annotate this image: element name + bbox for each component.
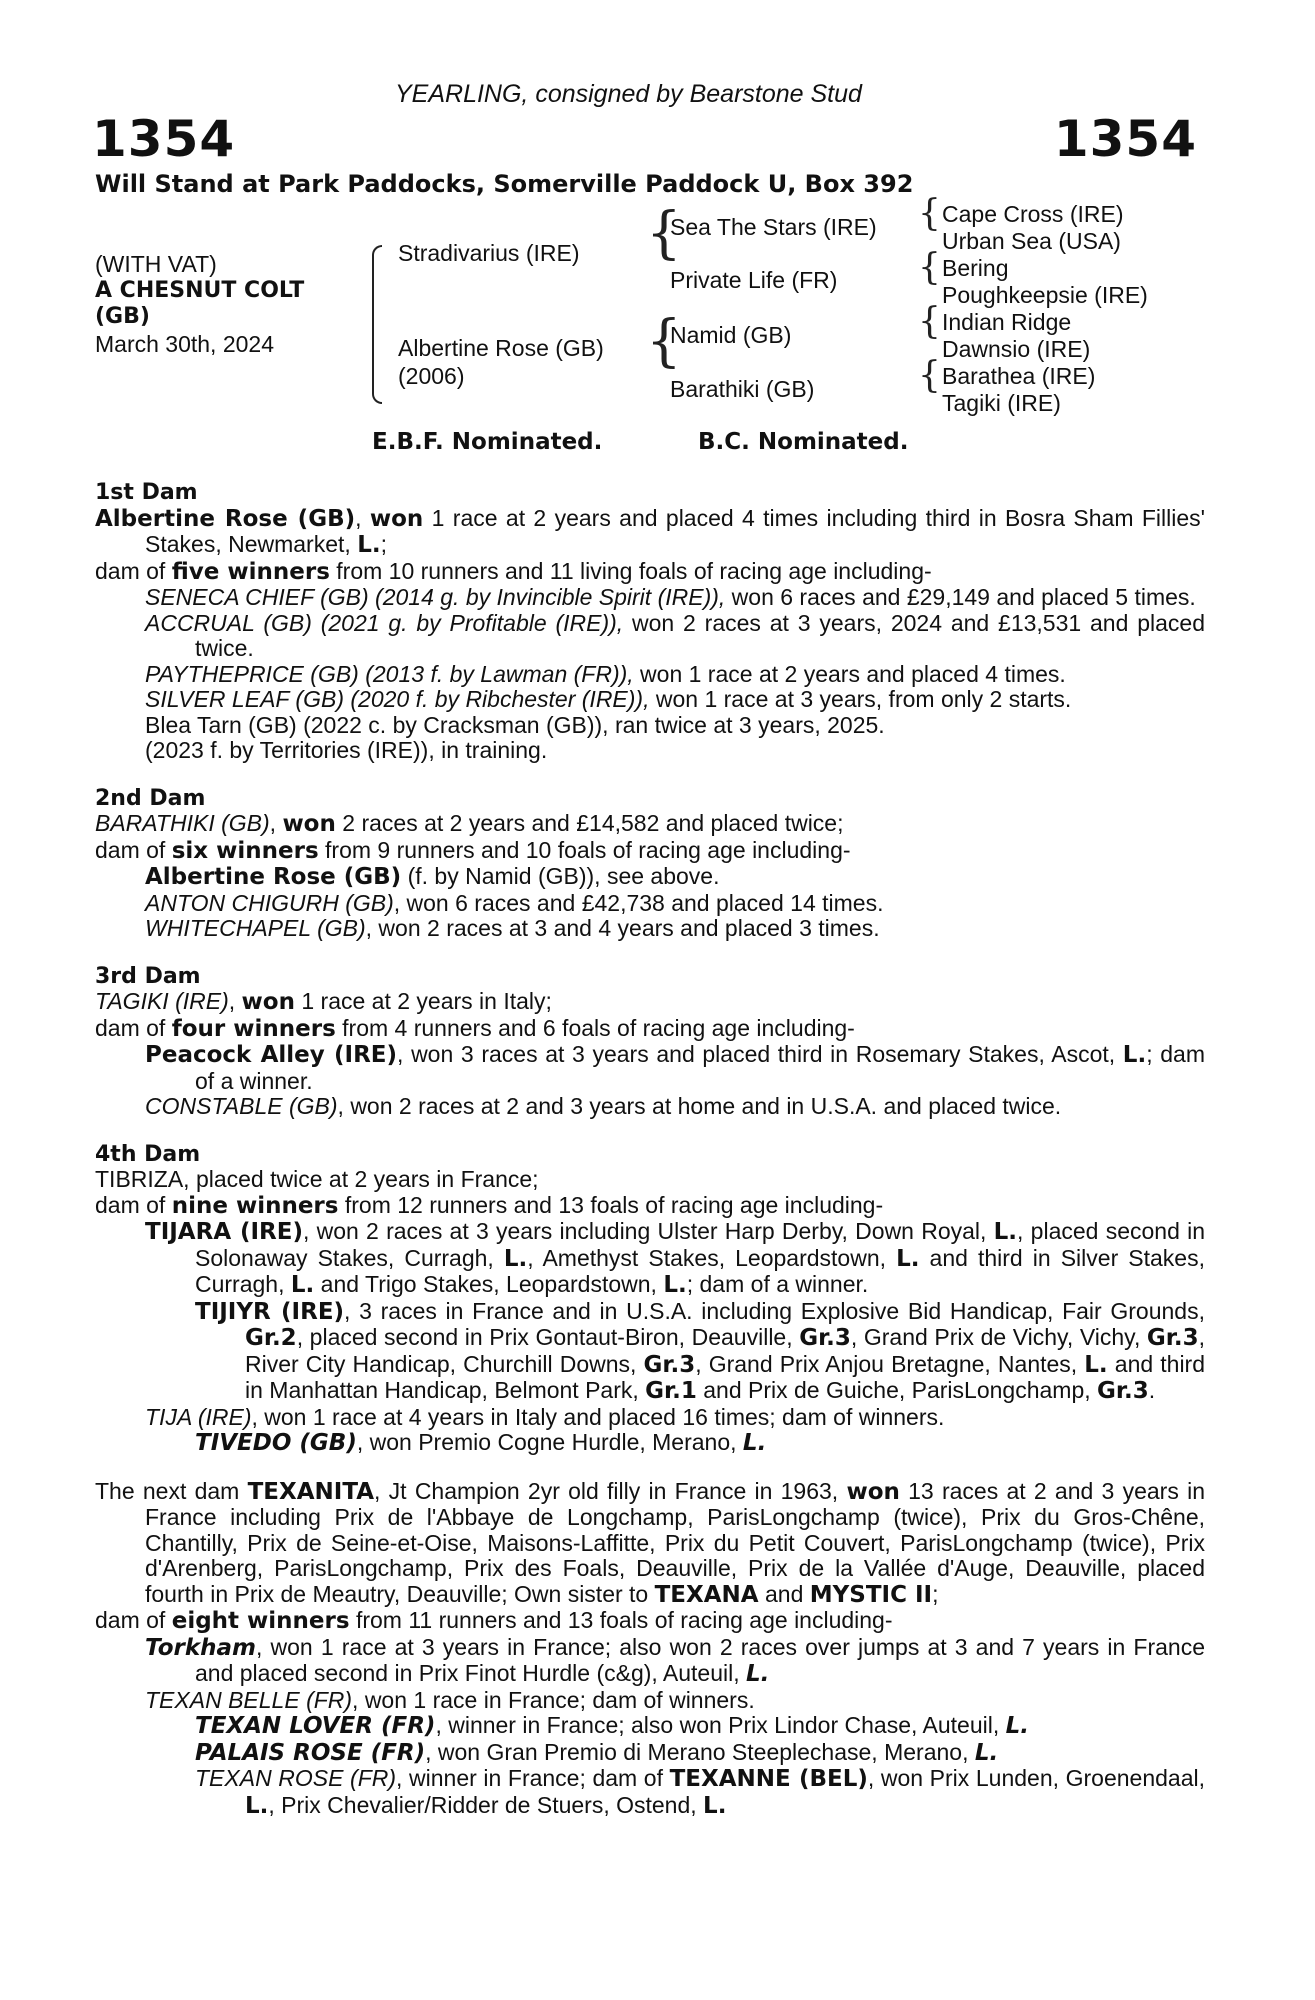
produce-summary: dam of five winners from 10 runners and 11 living foals of racing age including- (95, 557, 932, 585)
ds-dam: Dawnsio (IRE) (942, 336, 1091, 362)
dam-line2: (2006) (398, 363, 465, 389)
list-item: TEXAN ROSE (FR), winner in France; dam of TEXANNE (BEL), won Prix Lunden, Groenendaal, L., Prix Chevalier/Ridder de Stuers, Ostend, L. (195, 1765, 1205, 1819)
list-item: ANTON CHIGURH (GB), won 6 races and £42,738 and placed 14 times. (145, 889, 884, 916)
catalogue-body (95, 480, 1205, 1819)
sire-sire: Sea The Stars (IRE) (670, 214, 877, 240)
sire-dam-brace (372, 245, 382, 404)
lot-number-right: 1354 (1053, 110, 1197, 168)
first-dam-section (95, 480, 1205, 764)
list-item: SENECA CHIEF (GB) (2014 g. by Invincible Spirit (IRE)), won 6 races and £29,149 and placed 5 times. (145, 584, 1196, 610)
dam-record: The next dam TEXANITA, Jt Champion 2yr old filly in France in 1963, won 13 races at 2 and 3 years in France including Prix de l'Abbaye de Longchamp, ParisLongchamp (twice), Prix du Gros-Chêne, Chantilly, Prix de Seine-et-Oise, Maisons-Laffitte, Prix du Petit Couvert, ParisLongchamp (twice), Prix d'Arenberg, ParisLongchamp, Prix des Foals, Deauville, Prix de la Vallée d'Auge, Deauville, placed fourth in Prix de Meautry, Deauville; Own sister to TEXANA and MYSTIC II; (95, 1477, 1205, 1608)
list-item: (2023 f. by Territories (IRE)), in training. (145, 737, 548, 763)
dd-sire: Barathea (IRE) (942, 363, 1096, 389)
fourth-dam-section (95, 1142, 1205, 1457)
horse-name-line1: A CHESNUT COLT (95, 278, 305, 303)
list-item: Torkham, won 1 race at 3 years in France; also won 2 races over jumps at 3 and 7 years in France and placed second in Prix Finot Hurdle (c&g), Auteuil, L. (145, 1633, 1205, 1687)
consignor-subtitle: YEARLING, consigned by Bearstone Stud (395, 80, 862, 108)
list-item: SILVER LEAF (GB) (2020 f. by Ribchester (IRE)), won 1 race at 3 years, from only 2 starts. (145, 686, 1072, 712)
produce-summary: dam of eight winners from 11 runners and 13 foals of racing age including- (95, 1607, 893, 1634)
dd-dam: Tagiki (IRE) (942, 390, 1061, 416)
ss-sire: Cape Cross (IRE) (942, 201, 1124, 227)
third-dam-section (95, 964, 1205, 1120)
stand-location: Will Stand at Park Paddocks, Somerville Paddock U, Box 392 (95, 170, 914, 198)
bc-nominated: B.C. Nominated. (698, 429, 909, 455)
section-heading: 1st Dam (95, 480, 198, 505)
brace-g4: { (918, 355, 941, 396)
list-item: TIJA (IRE), won 1 race at 4 years in Italy and placed 16 times; dam of winners. (145, 1403, 945, 1430)
brace-g3: { (918, 301, 941, 342)
produce-summary: dam of six winners from 9 runners and 10 foals of racing age including- (95, 836, 851, 864)
dam-record: BARATHIKI (GB), won 2 races at 2 years and £14,582 and placed twice; (95, 810, 844, 837)
sire-brace: { (646, 201, 682, 266)
list-item: Peacock Alley (IRE), won 3 races at 3 years and placed third in Rosemary Stakes, Ascot, L.; dam of a winner. (145, 1041, 1205, 1094)
list-item: PALAIS ROSE (FR), won Gran Premio di Merano Steeplechase, Merano, L. (195, 1738, 999, 1766)
second-dam-section (95, 786, 1205, 942)
list-item: WHITECHAPEL (GB), won 2 races at 3 and 4 years and placed 3 times. (145, 915, 880, 941)
produce-summary: dam of four winners from 4 runners and 6 foals of racing age including- (95, 1014, 855, 1042)
list-item: TIJIYR (IRE), 3 races in France and in U.S.A. including Explosive Bid Handicap, Fair Grounds, Gr.2, placed second in Prix Gontaut-Biron, Deauville, Gr.3, Grand Prix de Vichy, Vichy, Gr.3, River City Handicap, Churchill Downs, Gr.3, Grand Prix Anjou Bretagne, Nantes, L. and third in Manhattan Handicap, Belmont Park, Gr.1 and Prix de Guiche, ParisLongchamp, Gr.3. (195, 1297, 1206, 1404)
sire: Stradivarius (IRE) (398, 240, 580, 266)
dam-dam: Barathiki (GB) (670, 376, 815, 402)
brace-g1: { (918, 193, 941, 234)
section-heading: 3rd Dam (95, 963, 201, 989)
brace-g2: { (918, 247, 941, 288)
list-item: TIJARA (IRE), won 2 races at 3 years including Ulster Harp Derby, Down Royal, L., placed second in Solonaway Stakes, Curragh, L., Amethyst Stakes, Leopardstown, L. and third in Silver Stakes, Curragh, L. and Trigo Stakes, Leopardstown, L.; dam of a winner. (145, 1218, 1205, 1298)
vat-note: (WITH VAT) (95, 251, 217, 277)
dam-line1: Albertine Rose (GB) (398, 335, 604, 361)
ds-sire: Indian Ridge (942, 309, 1072, 335)
section-heading: 4th Dam (95, 1141, 201, 1167)
section-heading: 2nd Dam (95, 785, 206, 811)
list-item: PAYTHEPRICE (GB) (2013 f. by Lawman (FR)), won 1 race at 2 years and placed 4 times. (145, 660, 1066, 687)
horse-name-line2: (GB) (95, 304, 150, 329)
produce-summary: dam of nine winners from 12 runners and 13 foals of racing age including- (95, 1191, 884, 1219)
ebf-nominated: E.B.F. Nominated. (372, 429, 603, 455)
lot-number-left: 1354 (92, 110, 236, 168)
ss-dam: Urban Sea (USA) (942, 228, 1121, 254)
next-dam-section (95, 1479, 1205, 1820)
dam-brace: { (646, 309, 682, 374)
horse-dob: March 30th, 2024 (95, 331, 275, 357)
list-item: TIVEDO (GB), won Premio Cogne Hurdle, Merano, L. (195, 1429, 767, 1456)
list-item: TEXAN LOVER (FR), winner in France; also won Prix Lindor Chase, Auteuil, L. (195, 1712, 1030, 1739)
list-item: Blea Tarn (GB) (2022 c. by Cracksman (GB)), ran twice at 3 years, 2025. (145, 711, 885, 738)
list-item: CONSTABLE (GB), won 2 races at 2 and 3 years at home and in U.S.A. and placed twice. (145, 1093, 1062, 1119)
sd-sire: Bering (942, 255, 1009, 281)
sire-dam: Private Life (FR) (670, 267, 838, 293)
list-item: Albertine Rose (GB) (f. by Namid (GB)), see above. (145, 863, 720, 890)
list-item: ACCRUAL (GB) (2021 g. by Profitable (IRE)), won 2 races at 3 years, 2024 and £13,531 and placed twice. (145, 609, 1205, 661)
dam-record: TAGIKI (IRE), won 1 race at 2 years in Italy; (95, 988, 552, 1015)
dam-sire: Namid (GB) (670, 322, 792, 348)
dam-record: TIBRIZA, placed twice at 2 years in France; (95, 1166, 539, 1192)
list-item: TEXAN BELLE (FR), won 1 race in France; dam of winners. (145, 1686, 755, 1713)
sd-dam: Poughkeepsie (IRE) (942, 282, 1148, 308)
dam-record: Albertine Rose (GB), won 1 race at 2 years and placed 4 times including third in Bosra Sham Fillies' Stakes, Newmarket, L.; (95, 504, 1206, 558)
